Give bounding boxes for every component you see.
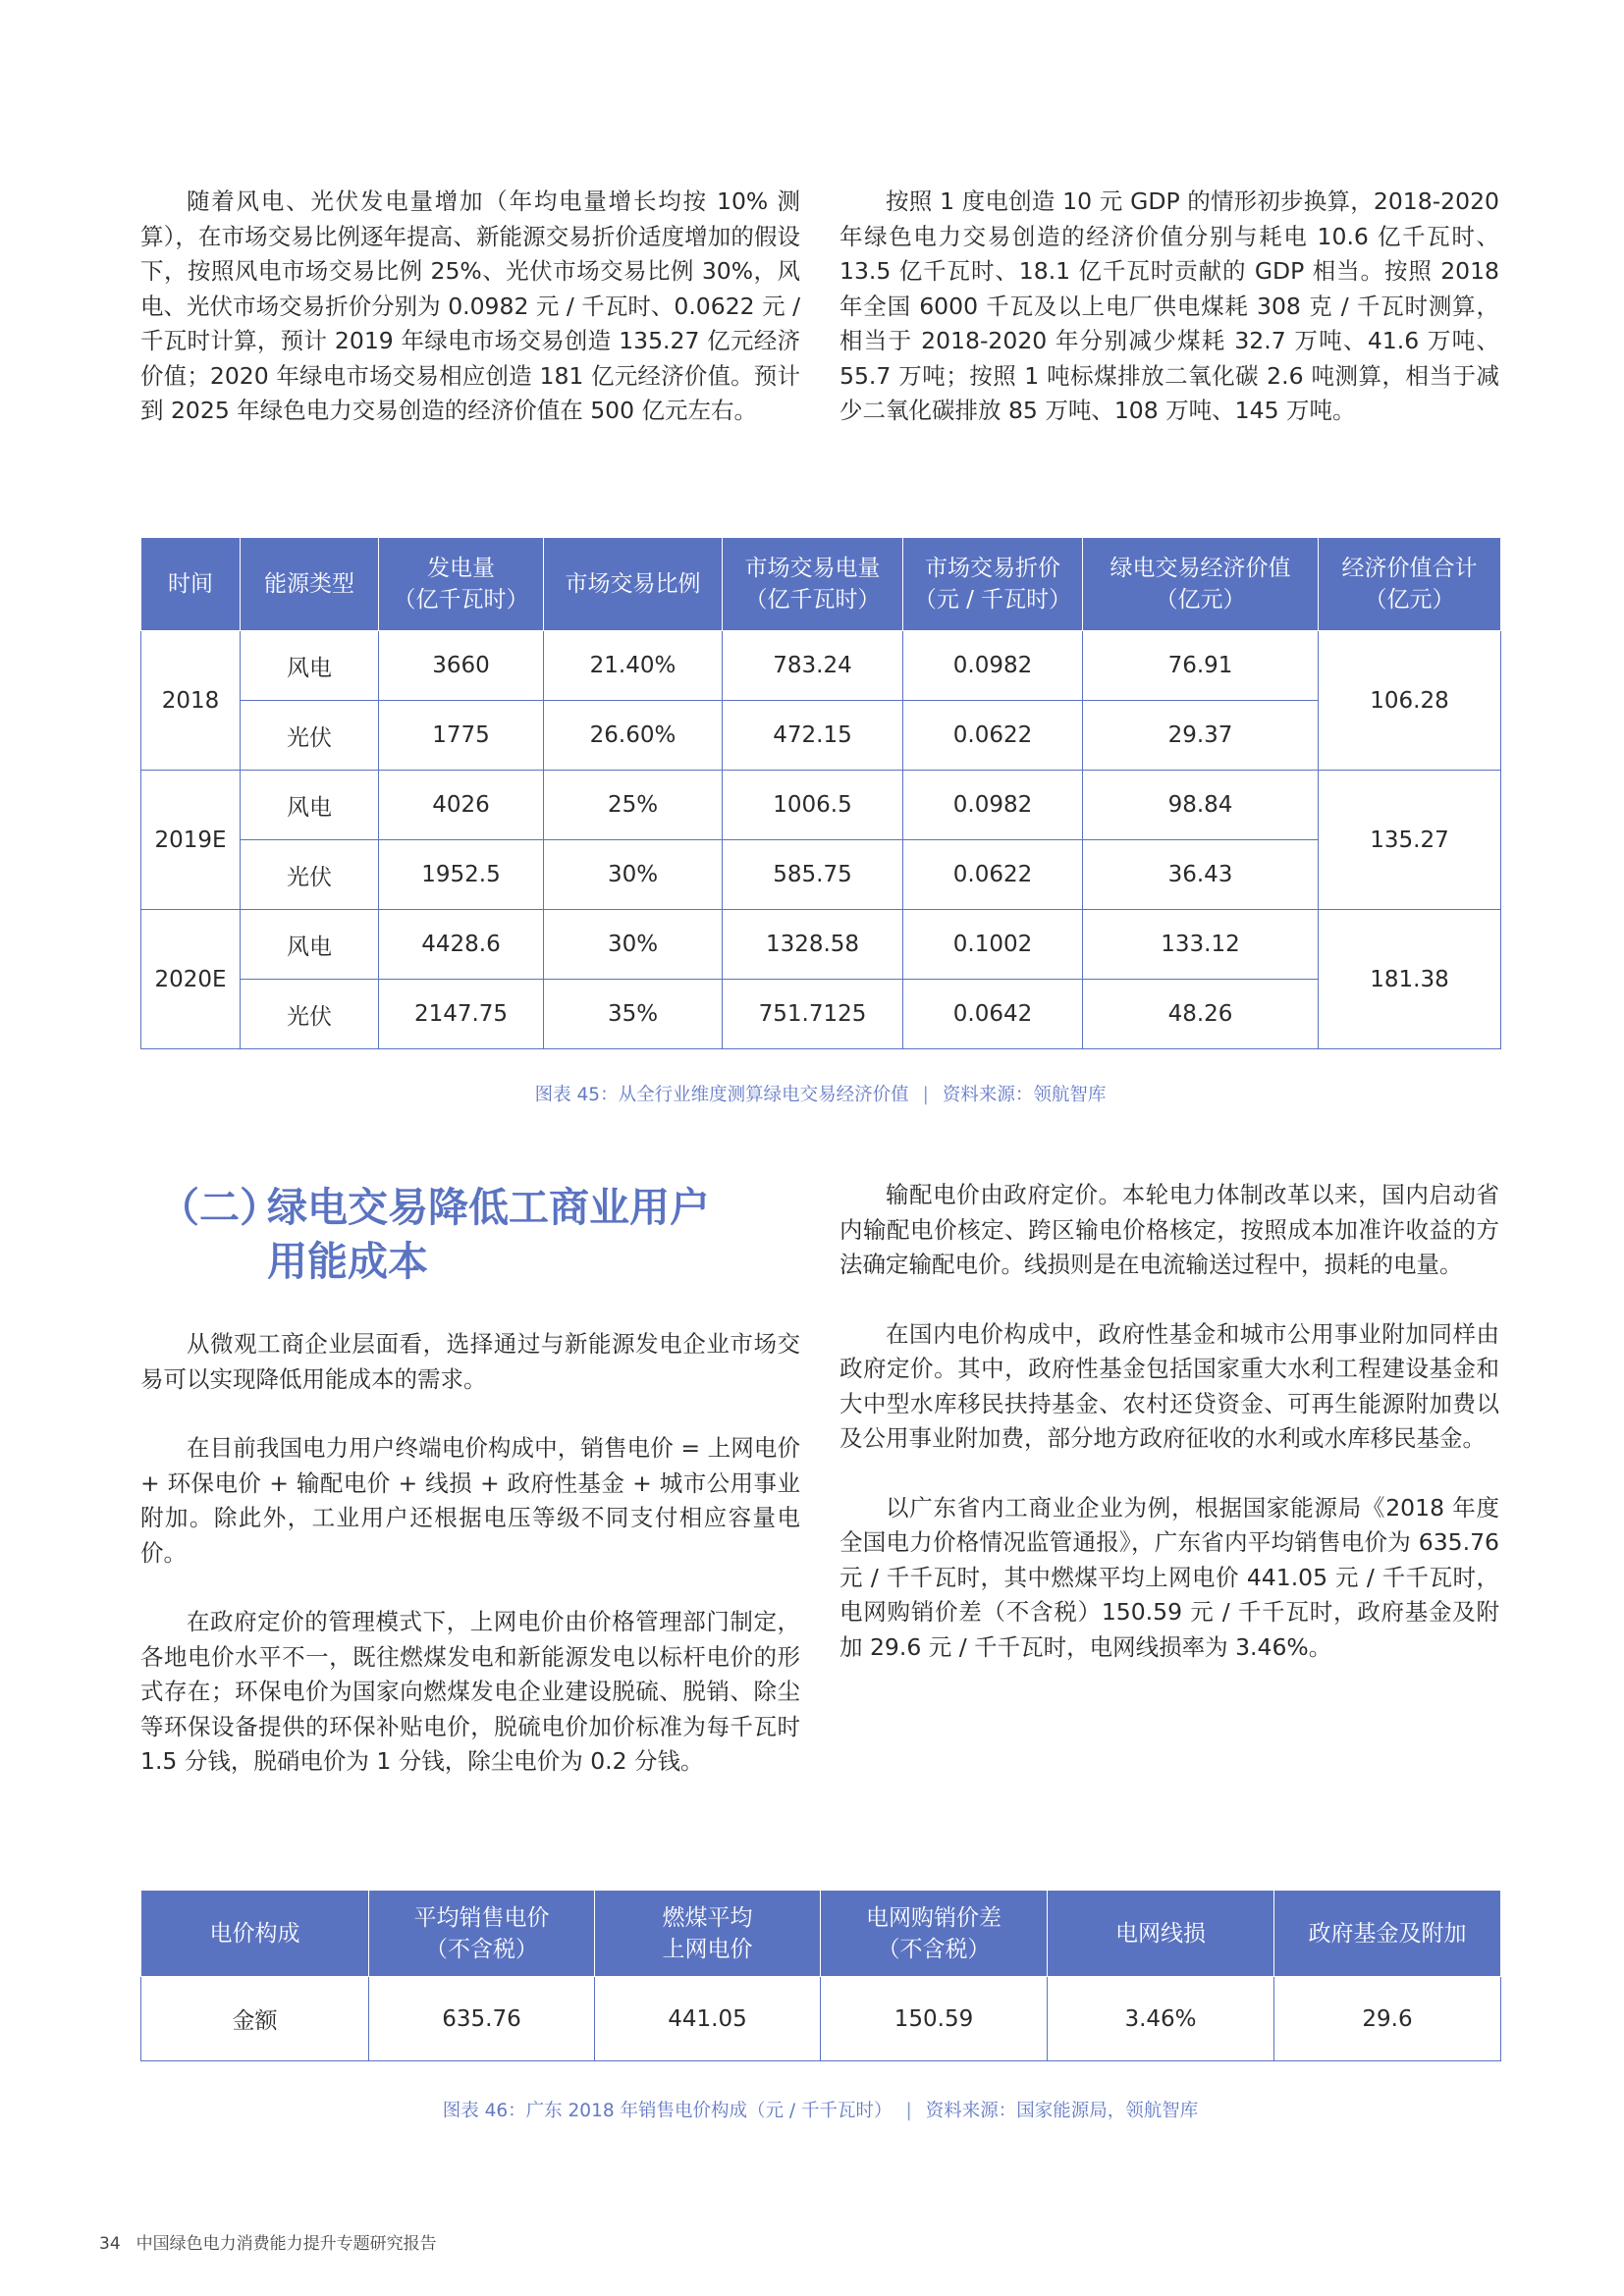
table-caption [140,2097,1500,2122]
header-gov-fund: 政府基金及附加 [1274,1891,1501,1977]
table-cell: 3.46% [1048,1977,1274,2061]
paragraph: 在目前我国电力用户终端电价构成中，销售电价 = 上网电价 + 环保电价 + 输配电价 + 线损 + 政府性基金 + 城市公用事业附加。除此外，工业用户还根据电压等级不同支付相应容量电价。 [140,1434,800,1567]
paragraph: 以广东省内工商业企业为例，根据国家能源局《2018 年度全国电力价格情况监管通报》，广东省内平均销售电价为 635.76 元 / 千千瓦时，其中燃煤平均上网电价 441.05 元 / 千千瓦时，电网购销价差（不含税）150.59 元 / 千千瓦时，政府基金及附加 29.6 元 / 千千瓦时，电网线损率为 3.46%。 [839,1493,1499,1661]
page-footer [99,2229,437,2254]
section-left-column [140,1327,800,1814]
table-cell: 150.59 [821,1977,1048,2061]
table-row [141,771,1501,840]
table-cell: 21.40% [544,631,723,701]
table-cell: 29.37 [1083,701,1319,771]
table-cell: 30% [544,840,723,910]
section-heading [159,1181,807,1289]
table-row [141,980,1501,1049]
table-row [141,1977,1501,2061]
energy-type-cell: 风电 [241,631,379,701]
energy-type-cell: 光伏 [241,980,379,1049]
year-cell: 2020E [141,910,241,1049]
energy-type-cell: 光伏 [241,701,379,771]
header-line-loss: 电网线损 [1048,1891,1274,1977]
report-title: 中国绿色电力消费能力提升专题研究报告 [135,2234,437,2254]
paragraph: 从微观工商企业层面看，选择通过与新能源发电企业市场交易可以实现降低用能成本的需求。 [140,1330,800,1393]
section-title-line2: 用能成本 [267,1238,428,1285]
section-right-column [839,1178,1499,1699]
table-row [141,840,1501,910]
table-cell: 133.12 [1083,910,1319,980]
table-cell: 0.1002 [903,910,1083,980]
table-cell: 35% [544,980,723,1049]
table-cell: 4026 [379,771,544,840]
table-cell: 25% [544,771,723,840]
paragraph: 按照 1 度电创造 10 元 GDP 的情形初步换算，2018-2020 年绿色电力交易创造的经济价值分别与耗电 10.6 亿千瓦时、13.5 亿千瓦时、18.1 亿千瓦时贡献的 GDP 相当。按照 2018 年全国 6000 千瓦及以上电厂供电煤耗 308 克 / 千瓦时测算，相当于 2018-2020 年分别减少煤耗 32.7 万吨、41.6 万吨、55.7 万吨；按照 1 吨标煤排放二氧化碳 2.6 吨测算，相当于减少二氧化碳排放 85 万吨、108 万吨、145 万吨。 [839,187,1499,424]
table-row [141,631,1501,701]
caption-separator: | [922,1085,929,1105]
header-time: 时间 [141,538,241,631]
table-cell: 0.0982 [903,631,1083,701]
section-title-line1: 绿电交易降低工商业用户 [267,1184,710,1231]
paragraph: 在国内电价构成中，政府性基金和城市公用事业附加同样由政府定价。其中，政府性基金包括国家重大水利工程建设基金和大中型水库移民扶持基金、农村还贷资金、可再生能源附加费以及公用事业附加费，部分地方政府征收的水利或水库移民基金。 [839,1319,1499,1452]
table-cell: 472.15 [723,701,903,771]
row-label-cell: 金额 [141,1977,369,2061]
table-cell: 0.0622 [903,840,1083,910]
table-cell: 751.7125 [723,980,903,1049]
header-energy-type: 能源类型 [241,538,379,631]
year-cell: 2019E [141,771,241,910]
table-cell: 441.05 [595,1977,821,2061]
table-cell: 0.0622 [903,701,1083,771]
caption-source: 资料来源：领航智库 [942,1085,1107,1105]
table-cell: 0.0982 [903,771,1083,840]
year-cell: 2018 [141,631,241,771]
table-cell: 1775 [379,701,544,771]
intro-right-column [839,185,1499,463]
table-caption [140,1081,1500,1106]
economic-value-table [140,537,1501,1049]
table-cell: 1328.58 [723,910,903,980]
table-cell: 3660 [379,631,544,701]
energy-type-cell: 风电 [241,771,379,840]
total-cell: 106.28 [1319,631,1501,771]
header-market-volume: 市场交易电量 （亿千瓦时） [723,538,903,631]
energy-type-cell: 风电 [241,910,379,980]
table-cell: 98.84 [1083,771,1319,840]
table-header-row [141,1891,1501,1977]
table-cell: 4428.6 [379,910,544,980]
header-total-value: 经济价值合计 （亿元） [1319,538,1501,631]
table-cell: 48.26 [1083,980,1319,1049]
paragraph: 输配电价由政府定价。本轮电力体制改革以来，国内启动省内输配电价核定、跨区输电价格核定，按照成本加准许收益的方法确定输配电价。线损则是在电流输送过程中，损耗的电量。 [839,1181,1499,1278]
header-coal-grid-price: 燃煤平均 上网电价 [595,1891,821,1977]
table-cell: 2147.75 [379,980,544,1049]
caption-title: 图表 46：广东 2018 年销售电价构成（元 / 千千瓦时） [442,2101,893,2121]
price-composition-table [140,1890,1501,2061]
total-cell: 181.38 [1319,910,1501,1049]
table-cell: 783.24 [723,631,903,701]
section-number: （二） [159,1184,280,1231]
page-number: 34 [99,2234,121,2254]
header-market-ratio: 市场交易比例 [544,538,723,631]
total-cell: 135.27 [1319,771,1501,910]
table-cell: 30% [544,910,723,980]
table-row [141,701,1501,771]
caption-separator: | [905,2101,912,2121]
table-row [141,910,1501,980]
table-cell: 1006.5 [723,771,903,840]
energy-type-cell: 光伏 [241,840,379,910]
header-avg-sale-price: 平均销售电价 （不含税） [369,1891,595,1977]
table-cell: 36.43 [1083,840,1319,910]
table-cell: 585.75 [723,840,903,910]
table-cell: 76.91 [1083,631,1319,701]
header-market-discount: 市场交易折价 （元 / 千瓦时） [903,538,1083,631]
table-cell: 0.0642 [903,980,1083,1049]
header-generation: 发电量 （亿千瓦时） [379,538,544,631]
table-cell: 26.60% [544,701,723,771]
caption-title: 图表 45：从全行业维度测算绿电交易经济价值 [534,1085,909,1105]
table-header-row [141,538,1501,631]
table-cell: 29.6 [1274,1977,1501,2061]
table-cell: 1952.5 [379,840,544,910]
paragraph: 在政府定价的管理模式下，上网电价由价格管理部门制定，各地电价水平不一，既往燃煤发电和新能源发电以标杆电价的形式存在；环保电价为国家向燃煤发电企业建设脱硫、脱销、除尘等环保设备提供的环保补贴电价，脱硫电价加价标准为每千瓦时 1.5 分钱，脱硝电价为 1 分钱，除尘电价为 0.2 分钱。 [140,1608,800,1775]
caption-source: 资料来源：国家能源局，领航智库 [925,2101,1199,2121]
header-price-component: 电价构成 [141,1891,369,1977]
paragraph: 随着风电、光伏发电量增加（年均电量增长均按 10% 测算），在市场交易比例逐年提高、新能源交易折价适度增加的假设下，按照风电市场交易比例 25%、光伏市场交易比例 30%，风电、光伏市场交易折价分别为 0.0982 元 / 千瓦时、0.0622 元 / 千瓦时计算，预计 2019 年绿电市场交易创造 135.27 亿元经济价值；2020 年绿电市场交易相应创造 181 亿元经济价值。预计到 2025 年绿色电力交易创造的经济价值在 500 亿元左右。 [140,187,800,424]
header-green-value: 绿电交易经济价值 （亿元） [1083,538,1319,631]
header-grid-spread: 电网购销价差 （不含税） [821,1891,1048,1977]
table-cell: 635.76 [369,1977,595,2061]
intro-left-column [140,185,800,463]
